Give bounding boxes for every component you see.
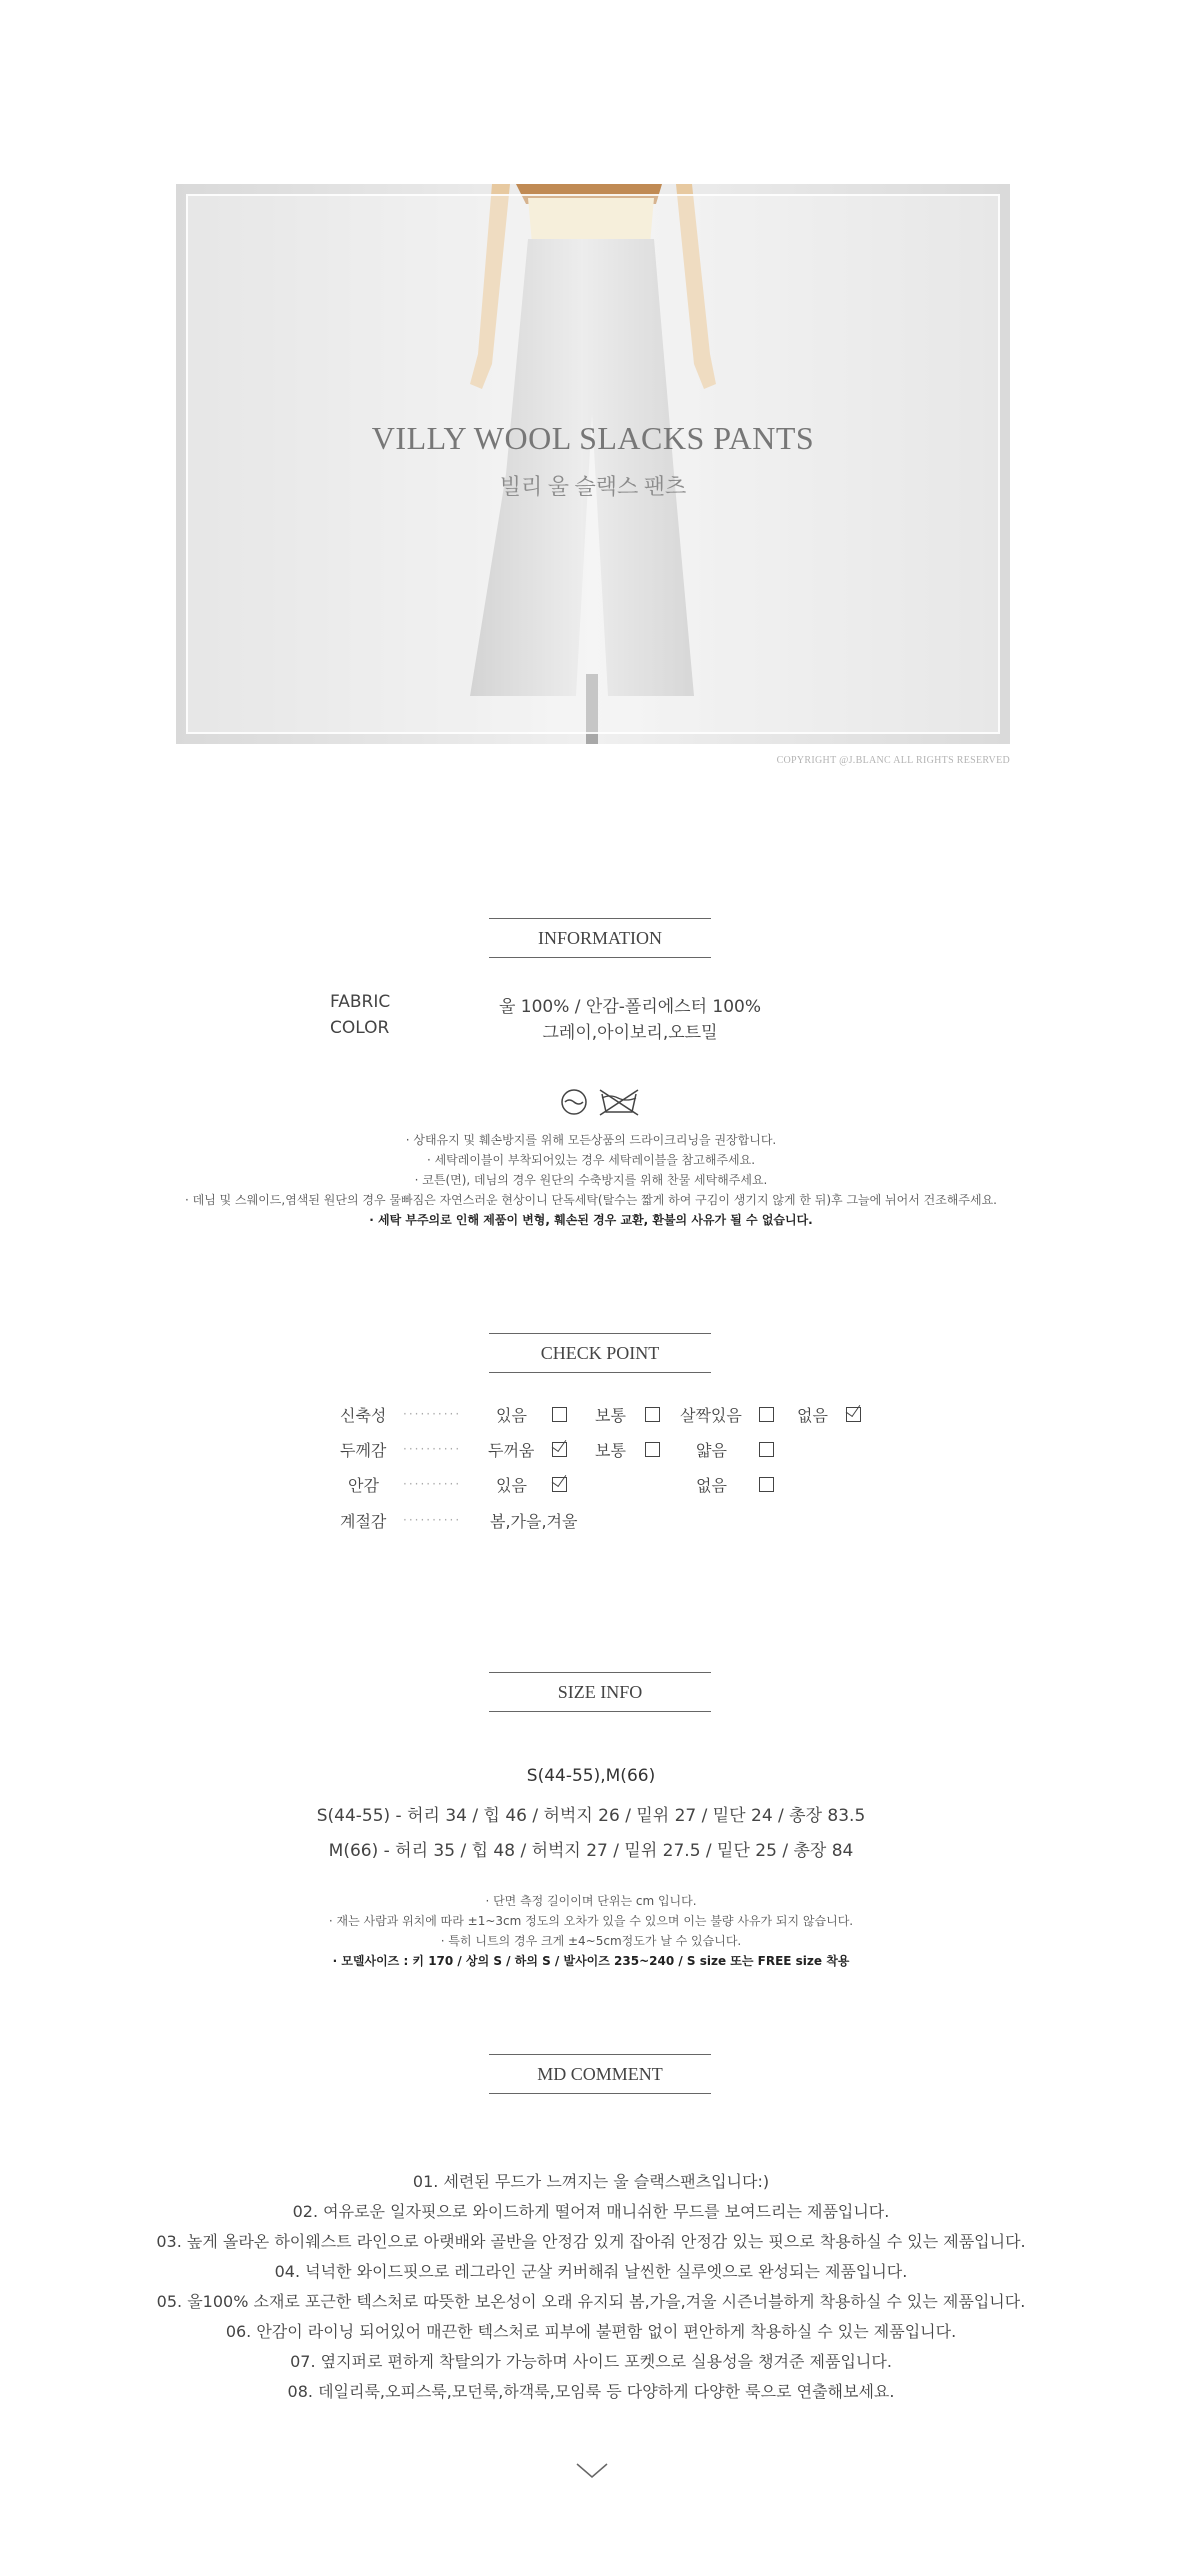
checkbox-unchecked — [759, 1442, 774, 1457]
size-note: · 단면 측정 길이이며 단위는 cm 입니다. — [485, 1894, 697, 1908]
info-value: 그레이,아이보리,오트밀 — [542, 1023, 718, 1043]
check-label: 두께감 — [340, 1441, 387, 1460]
md-comment-line: 04. 넉넉한 와이드핏으로 레그라인 군살 커버해줘 날씬한 실루엣으로 완성되는 제품입니다. — [274, 2262, 908, 2281]
care-note: · 상태유지 및 훼손방지를 위해 모든상품의 드라이크리닝을 권장합니다. — [405, 1133, 777, 1147]
md-comment-line: 05. 울100% 소재로 포근한 텍스처로 따뜻한 보온성이 오래 유지되 봄,가을,겨울 시즌너블하게 착용하실 수 있는 제품입니다. — [156, 2292, 1026, 2311]
dot-leader: ·········· — [403, 1442, 462, 1456]
md-comment-heading: MD COMMENT — [489, 2054, 711, 2094]
option-label: 보통 — [595, 1441, 626, 1460]
option-label: 보통 — [595, 1406, 626, 1425]
model-size-note: · 모델사이즈 : 키 170 / 상의 S / 하의 S / 발사이즈 235~240 / S size 또는 FREE size 착용 — [332, 1954, 850, 1968]
info-label: FABRIC — [330, 992, 391, 1012]
checkbox-unchecked — [645, 1407, 660, 1422]
option-label: 있음 — [496, 1406, 527, 1425]
md-comment-line: 01. 세련된 무드가 느껴지는 울 슬랙스팬츠입니다:) — [412, 2172, 770, 2191]
checkbox-unchecked — [759, 1407, 774, 1422]
no-machine-wash-icon — [600, 1090, 638, 1115]
checkbox-checked — [846, 1407, 861, 1422]
size-line-s: S(44-55) - 허리 34 / 힙 46 / 허벅지 26 / 밑위 27 / 밑단 24 / 총장 83.5 — [316, 1806, 866, 1826]
dry-clean-icon — [562, 1090, 586, 1114]
md-comment-line: 07. 옆지퍼로 편하게 착탈의가 가능하며 사이드 포켓으로 실용성을 챙겨준 제품입니다. — [290, 2352, 892, 2371]
size-note: · 특히 니트의 경우 크게 ±4~5cm정도가 날 수 있습니다. — [440, 1934, 742, 1948]
copyright-text: COPYRIGHT @J.BLANC ALL RIGHTS RESERVED — [776, 755, 1010, 766]
product-subtitle: 빌리 울 슬랙스 팬츠 — [499, 474, 687, 499]
size-note: · 재는 사람과 위치에 따라 ±1~3cm 정도의 오차가 있을 수 있으며 이는 불량 사유가 되지 않습니다. — [328, 1914, 854, 1928]
care-warning: · 세탁 부주의로 인해 제품이 변형, 훼손된 경우 교환, 환불의 사유가 될 수 없습니다. — [369, 1213, 813, 1227]
md-comment-line: 08. 데일리룩,오피스룩,모던룩,하객룩,모임룩 등 다양하게 다양한 룩으로 연출해보세요. — [287, 2382, 895, 2401]
option-label: 있음 — [496, 1476, 527, 1495]
information-heading: INFORMATION — [489, 918, 711, 958]
check-row-lining — [0, 1473, 1182, 1497]
checkbox-checked — [552, 1477, 567, 1492]
check-row-elasticity — [0, 1403, 1182, 1427]
size-line-m: M(66) - 허리 35 / 힙 48 / 허벅지 27 / 밑위 27.5 / 밑단 25 / 총장 84 — [328, 1841, 854, 1861]
checkbox-unchecked — [759, 1477, 774, 1492]
size-title: S(44-55),M(66) — [526, 1766, 656, 1786]
check-row-thickness — [0, 1438, 1182, 1462]
size-info-heading: SIZE INFO — [489, 1672, 711, 1712]
care-note: · 세탁레이블이 부착되어있는 경우 세탁레이블을 참고해주세요. — [426, 1153, 756, 1167]
checkbox-unchecked — [645, 1442, 660, 1457]
check-row-season — [0, 1509, 1182, 1533]
checkbox-unchecked — [552, 1407, 567, 1422]
checkbox-checked — [552, 1442, 567, 1457]
hero-overlay-frame — [186, 194, 1000, 734]
dot-leader: ·········· — [403, 1513, 462, 1527]
check-label: 신축성 — [340, 1406, 387, 1425]
care-note: · 데님 및 스웨이드,염색된 원단의 경우 물빠짐은 자연스러운 현상이니 단독세탁(탈수는 짧게 하여 구김이 생기지 않게 한 뒤)후 그늘에 뉘어서 건조해주세요. — [185, 1193, 997, 1207]
chevron-down-icon — [575, 2462, 609, 2480]
info-value: 울 100% / 안감-폴리에스터 100% — [498, 997, 762, 1017]
check-label: 안감 — [348, 1476, 379, 1495]
option-label: 살짝있음 — [680, 1406, 742, 1425]
md-comment-line: 06. 안감이 라이닝 되어있어 매끈한 텍스처로 피부에 불편함 없이 편안하게 착용하실 수 있는 제품입니다. — [225, 2322, 957, 2341]
option-label: 얇음 — [696, 1441, 727, 1460]
care-icons — [560, 1088, 640, 1116]
season-value: 봄,가을,겨울 — [490, 1512, 578, 1531]
md-comment-line: 02. 여유로운 일자핏으로 와이드하게 떨어져 매니쉬한 무드를 보여드리는 제품입니다. — [292, 2202, 890, 2221]
dot-leader: ·········· — [403, 1407, 462, 1421]
option-label: 없음 — [797, 1406, 828, 1425]
product-title: VILLY WOOL SLACKS PANTS — [371, 420, 815, 456]
care-note: · 코튼(면), 데님의 경우 원단의 수축방지를 위해 찬물 세탁해주세요. — [414, 1173, 768, 1187]
hero-banner — [176, 184, 1010, 744]
info-label: COLOR — [330, 1018, 390, 1038]
dot-leader: ·········· — [403, 1477, 462, 1491]
check-point-heading: CHECK POINT — [489, 1333, 711, 1373]
check-label: 계절감 — [340, 1512, 387, 1531]
md-comment-line: 03. 높게 올라온 하이웨스트 라인으로 아랫배와 골반을 안정감 있게 잡아줘 안정감 있는 핏으로 착용하실 수 있는 제품입니다. — [156, 2232, 1026, 2251]
option-label: 없음 — [696, 1476, 727, 1495]
option-label: 두꺼움 — [488, 1441, 535, 1460]
